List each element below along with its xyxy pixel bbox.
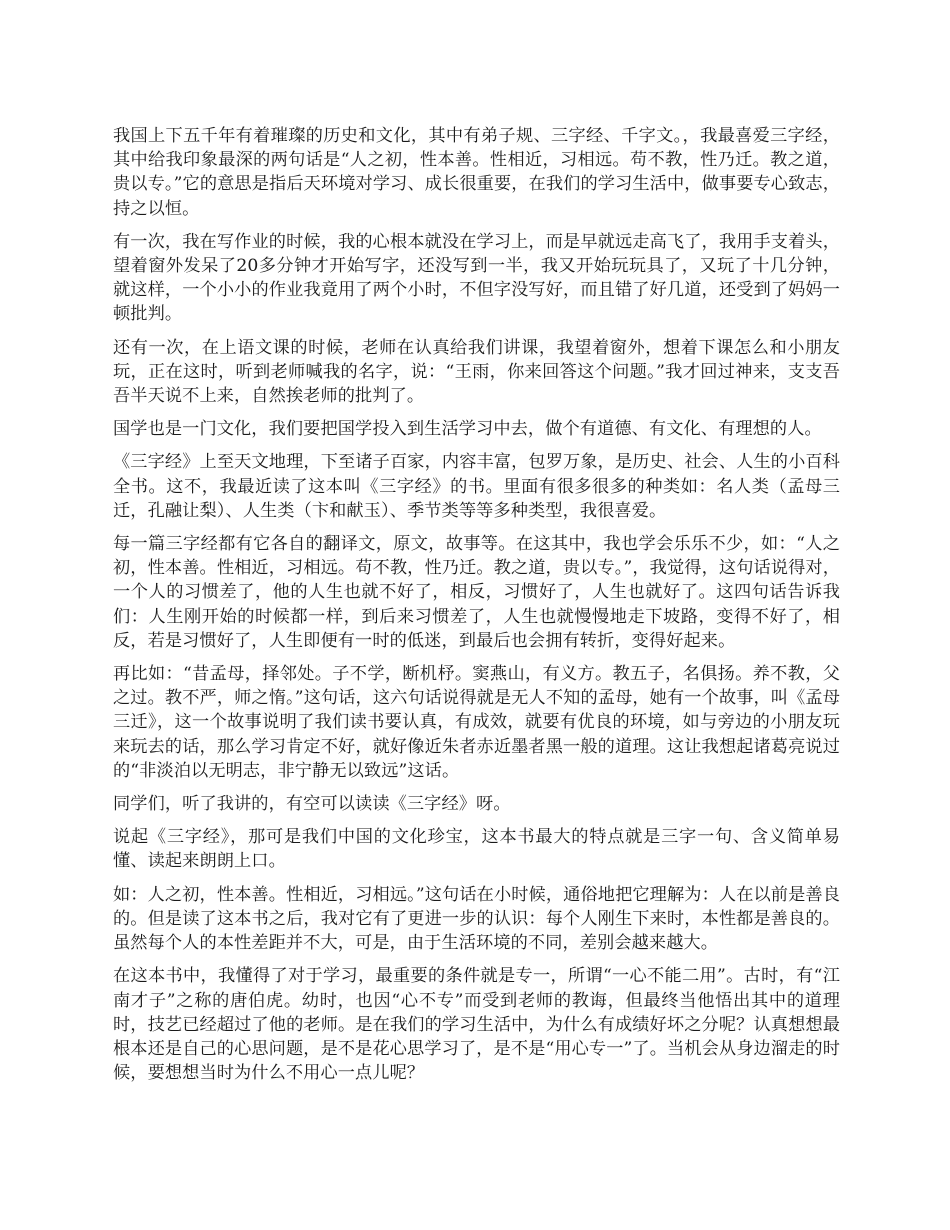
paragraph: 说起《三字经》，那可是我们中国的文化珍宝，这本书最大的特点就是三字一句、含义简单易懂、读起来朗朗上口。 xyxy=(113,827,840,872)
document-body xyxy=(113,124,840,1094)
paragraph: 国学也是一门文化，我们要把国学投入到生活学习中去，做个有道德、有文化、有理想的人。 xyxy=(113,419,822,440)
paragraph: 还有一次，在上语文课的时候，老师在认真给我们讲课，我望着窗外，想着下课怎么和小朋友玩，正在这时，听到老师喊我的名字，说：“王雨，你来回答这个问题。”我才回过神来，支支吾吾半天说不上来，自然挨老师的批判了。 xyxy=(113,337,840,407)
paragraph: 同学们，听了我讲的，有空可以读读《三字经》呀。 xyxy=(113,794,511,815)
paragraph: 有一次，我在写作业的时候，我的心根本就没在学习上，而是早就远走高飞了，我用手支着头，望着窗外发呆了20多分钟才开始写字，还没写到一半，我又开始玩玩具了，又玩了十几分钟，就这样，一个小小的作业我竟用了两个小时，不但字没写好，而且错了好几道，还受到了妈妈一顿批判。 xyxy=(113,231,840,325)
paragraph: 我国上下五千年有着璀璨的历史和文化，其中有弟子规、三字经、千字文。，我最喜爱三字经，其中给我印象最深的两句话是“人之初，性本善。性相近，习相远。苟不教，性乃迁。教之道，贵以专。”它的意思是指后天环境对学习、成长很重要，在我们的学习生活中，做事要专心致志，持之以恒。 xyxy=(113,126,840,219)
paragraph: 每一篇三字经都有它各自的翻译文，原文，故事等。在这其中，我也学会乐乐不少，如：“人之初，性本善。性相近，习相远。苟不教，性乃迁。教之道，贵以专。”，我觉得，这句话说得对，一个人的习惯差了，他的人生也就不好了，相反，习惯好了，人生也就好了。这四句话告诉我们：人生刚开始的时候都一样，到后来习惯差了，人生也就慢慢地走下坡路，变得不好了，相反，若是习惯好了，人生即便有一时的低迷，到最后也会拥有转折，变得好起来。 xyxy=(113,534,840,651)
paragraph: 如：人之初，性本善。性相近，习相远。”这句话在小时候，通俗地把它理解为：人在以前是善良的。但是读了这本书之后，我对它有了更进一步的认识：每个人刚生下来时，本性都是善良的。虽然每个人的本性差距并不大，可是，由于生活环境的不同，差别会越来越大。 xyxy=(113,884,840,954)
paragraph: 在这本书中，我懂得了对于学习，最重要的条件就是专一，所谓“一心不能二用”。古时，有“江南才子”之称的唐伯虎。幼时，也因“心不专”而受到老师的教诲，但最终当他悟出其中的道理时，技艺已经超过了他的老师。是在我们的学习生活中，为什么有成绩好坏之分呢？认真想想最根本还是自己的心思问题，是不是花心思学习了，是不是“用心专一”了。当机会从身边溜走的时候，要想想当时为什么不用心一点儿呢？ xyxy=(113,966,840,1084)
paragraph: 《三字经》上至天文地理，下至诸子百家，内容丰富，包罗万象，是历史、社会、人生的小百科全书。这不，我最近读了这本叫《三字经》的书。里面有很多很多的种类如：名人类（孟母三迁，孔融让梨）、人生类（卞和献玉）、季节类等等多种类型，我很喜爱。 xyxy=(113,452,840,521)
paragraph: 再比如：“昔孟母，择邻处。子不学，断机杼。窦燕山，有义方。教五子，名俱扬。养不教，父之过。教不严，师之惰。”这句话，这六句话说得就是无人不知的孟母，她有一个故事，叫《孟母三迁》，这一个故事说明了我们读书要认真，有成效，就要有优良的环境，如与旁边的小朋友玩来玩去的话，那么学习肯定不好，就好像近朱者赤近墨者黑一般的道理。这让我想起诸葛亮说过的“非淡泊以无明志，非宁静无以致远”这话。 xyxy=(113,664,840,781)
